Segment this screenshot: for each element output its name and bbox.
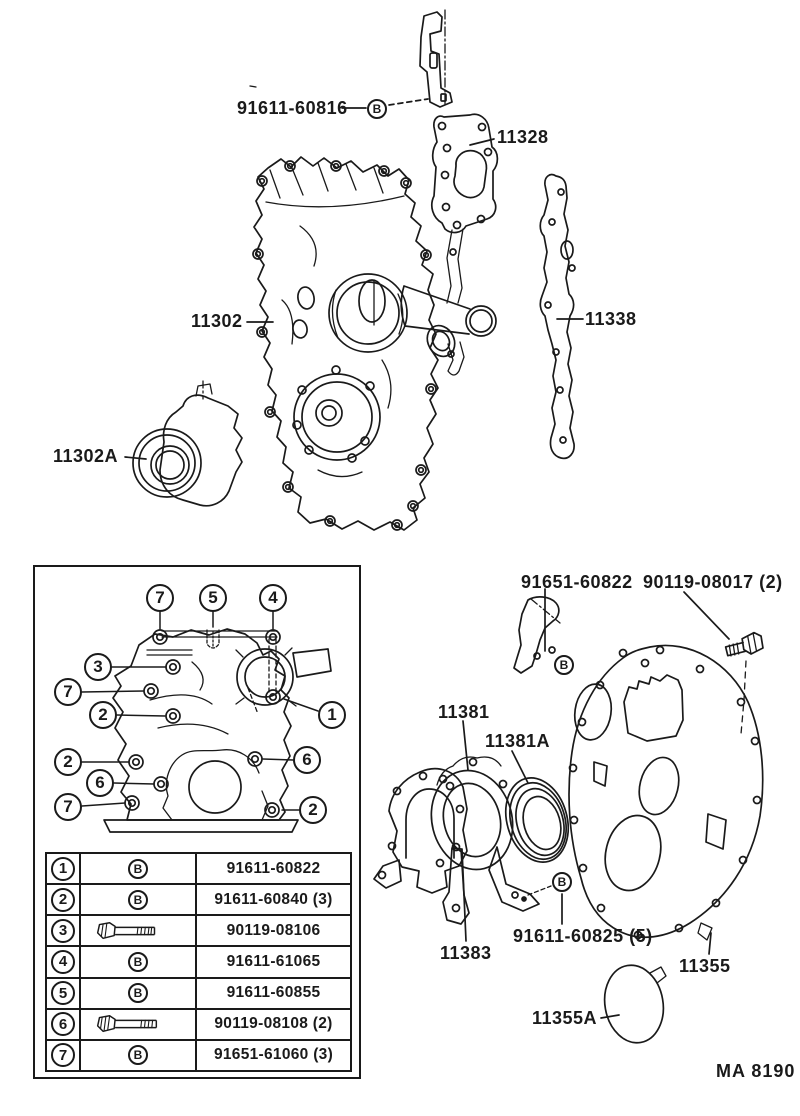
seal-retainer-11302A-drawing [133,381,242,506]
part-number: 91651-61060 (3) [213,1046,334,1064]
table-row [47,854,350,885]
b-marker-60825: B [552,872,572,892]
label-91611-60825: 91611-60825 (5) [513,926,653,946]
ref-number: 6 [51,1012,75,1036]
callout-7b: 7 [54,678,82,706]
callout-7a: 7 [146,584,174,612]
callout-2b: 2 [54,748,82,776]
hex-bolt-icon [94,1013,182,1035]
drawing-code: MA 8190 [716,1061,796,1081]
label-11381: 11381 [438,702,490,722]
circled-b-icon: B [128,890,148,910]
circled-b-icon: B [128,859,148,879]
callout-6b: 6 [293,746,321,774]
end-plate-11355-drawing [569,645,763,940]
part-number: 90119-08106 [226,921,321,939]
table-row [47,1041,350,1070]
table-row [47,1010,350,1041]
callout-2c: 2 [299,796,327,824]
table-row [47,947,350,978]
bracket-91611-60816-drawing [250,10,452,107]
ref-number: 2 [51,888,75,912]
label-11355: 11355 [679,956,731,976]
label-11302: 11302 [191,311,243,331]
label-11383: 11383 [440,943,492,963]
label-11355A: 11355A [532,1008,598,1028]
label-11381A: 11381A [485,731,551,751]
circled-b-icon: B [128,983,148,1003]
bracket-91651-60822-drawing [514,597,560,673]
callout-3: 3 [84,653,112,681]
circled-b-icon: B [128,952,148,972]
callout-6a: 6 [86,769,114,797]
ref-number: 1 [51,857,75,881]
callout-4: 4 [259,584,287,612]
cover-11355A-drawing [599,961,670,1048]
part-number: 91611-60822 [226,859,321,877]
callout-5: 5 [199,584,227,612]
label-91611-60816: 91611-60816 [237,98,348,118]
label-11302A: 11302A [53,446,119,466]
hex-bolt-icon [94,920,182,942]
table-row [47,979,350,1010]
callout-7c: 7 [54,793,82,821]
part-number: 91611-60855 [226,984,321,1002]
part-number: 91611-61065 [226,952,321,970]
gasket-11381-drawing [374,769,467,893]
gasket-11328-drawing [432,114,498,375]
ref-number: 4 [51,950,75,974]
ref-number: 7 [51,1043,75,1067]
table-row [47,885,350,916]
label-90119-08017: 90119-08017 (2) [643,572,783,592]
part-number: 90119-08108 (2) [214,1015,333,1033]
label-11338: 11338 [585,309,637,329]
fastener-table [45,852,352,1072]
callout-1: 1 [318,701,346,729]
part-number: 91611-60840 (3) [214,890,333,908]
timing-cover-11302-drawing [253,157,496,530]
callout-2a: 2 [89,701,117,729]
circled-b-icon: B [128,1045,148,1065]
seal-11381A-drawing [496,770,577,869]
ref-number: 5 [51,981,75,1005]
b-marker-60822: B [554,655,574,675]
label-91651-60822: 91651-60822 [521,572,633,592]
label-11328: 11328 [497,127,549,147]
table-row [47,916,350,947]
ref-number: 3 [51,919,75,943]
bolt-90119-08017-drawing [724,631,765,734]
gasket-11338-drawing [540,175,575,459]
b-marker-60816: B [367,99,387,119]
